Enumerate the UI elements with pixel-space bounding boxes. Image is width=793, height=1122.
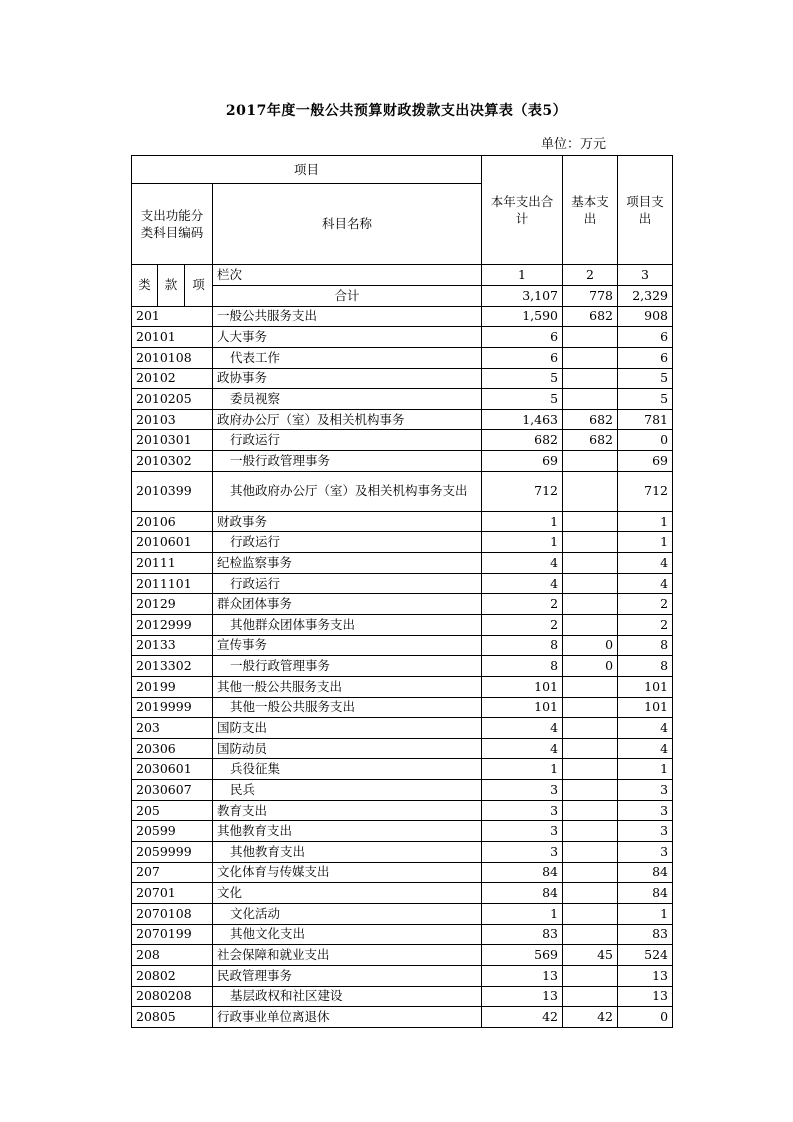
row-total: 101 [482,697,563,718]
row-project: 69 [618,451,673,472]
row-code: 2070108 [132,903,213,924]
header-xiang: 项 [185,265,213,307]
row-total: 69 [482,451,563,472]
row-name: 民政管理事务 [213,965,482,986]
row-total: 569 [482,945,563,966]
total-value: 3,107 [482,286,563,307]
table-row [132,553,673,574]
row-basic [563,676,618,697]
row-total: 8 [482,635,563,656]
row-name: 教育支出 [213,800,482,821]
row-total: 2 [482,594,563,615]
row-project: 4 [618,573,673,594]
row-name: 其他一般公共服务支出 [213,697,482,718]
row-name: 基层政权和社区建设 [213,986,482,1007]
row-code: 2070199 [132,924,213,945]
row-project: 13 [618,965,673,986]
table-row [132,842,673,863]
row-basic [563,780,618,801]
row-code: 2010301 [132,430,213,451]
row-name: 政府办公厅（室）及相关机构事务 [213,409,482,430]
row-total: 84 [482,883,563,904]
row-basic [563,573,618,594]
row-project: 6 [618,347,673,368]
row-code: 20102 [132,368,213,389]
row-total: 8 [482,656,563,677]
row-total: 13 [482,965,563,986]
row-total: 2 [482,614,563,635]
row-name: 行政运行 [213,430,482,451]
row-project: 4 [618,718,673,739]
expenditure-table [131,155,673,1028]
table-row [132,1007,673,1028]
row-project: 83 [618,924,673,945]
row-total: 84 [482,862,563,883]
table-row [132,718,673,739]
row-project: 4 [618,738,673,759]
header-name: 科目名称 [213,184,482,265]
row-code: 201 [132,306,213,327]
row-project: 101 [618,697,673,718]
row-name: 兵役征集 [213,759,482,780]
row-total: 3 [482,842,563,863]
row-project: 781 [618,409,673,430]
row-code: 2030601 [132,759,213,780]
table-row [132,306,673,327]
row-basic [563,842,618,863]
table-row [132,511,673,532]
table-row [132,697,673,718]
row-total: 5 [482,389,563,410]
row-name: 人大事务 [213,327,482,348]
row-basic [563,614,618,635]
total-basic: 778 [563,286,618,307]
row-total: 712 [482,471,563,511]
row-code: 2059999 [132,842,213,863]
total-row [132,286,673,307]
table-row [132,883,673,904]
table-row [132,903,673,924]
row-name: 其他群众团体事务支出 [213,614,482,635]
table-row [132,676,673,697]
row-name: 代表工作 [213,347,482,368]
row-name: 文化 [213,883,482,904]
table-row [132,759,673,780]
row-code: 2011101 [132,573,213,594]
row-basic: 682 [563,409,618,430]
row-total: 5 [482,368,563,389]
table-row [132,347,673,368]
row-code: 2010302 [132,451,213,472]
header-row-lanci [132,265,673,286]
header-lei: 类 [132,265,158,307]
row-name: 文化活动 [213,903,482,924]
row-name: 一般公共服务支出 [213,306,482,327]
table-row [132,924,673,945]
row-name: 纪检监察事务 [213,553,482,574]
row-project: 1 [618,532,673,553]
header-project-col: 项目支出 [618,156,673,265]
row-code: 20106 [132,511,213,532]
row-project: 5 [618,389,673,410]
header-kuan: 款 [158,265,185,307]
row-project: 1 [618,759,673,780]
row-name: 社会保障和就业支出 [213,945,482,966]
row-code: 2013302 [132,656,213,677]
row-basic [563,903,618,924]
row-code: 20701 [132,883,213,904]
page-title: 2017年度一般公共预算财政拨款支出决算表（表5） [225,103,568,119]
row-project: 5 [618,368,673,389]
row-name: 行政运行 [213,573,482,594]
header-row-item [132,156,673,184]
lanci-2: 2 [563,265,618,286]
row-total: 1 [482,511,563,532]
table-row [132,389,673,410]
row-code: 207 [132,862,213,883]
row-code: 2012999 [132,614,213,635]
table-row [132,409,673,430]
header-item: 项目 [132,156,482,184]
row-code: 2080208 [132,986,213,1007]
row-basic: 0 [563,656,618,677]
row-basic: 682 [563,306,618,327]
lanci-3: 3 [618,265,673,286]
row-total: 4 [482,573,563,594]
row-code: 20129 [132,594,213,615]
row-code: 20101 [132,327,213,348]
row-name: 国防动员 [213,738,482,759]
row-total: 3 [482,780,563,801]
row-total: 682 [482,430,563,451]
table-row [132,327,673,348]
table-row [132,738,673,759]
table-row [132,635,673,656]
header-basic-col: 基本支出 [563,156,618,265]
row-project: 4 [618,553,673,574]
total-project: 2,329 [618,286,673,307]
header-total-col: 本年支出合计 [482,156,563,265]
table-row [132,862,673,883]
table-row [132,451,673,472]
row-code: 20111 [132,553,213,574]
row-basic [563,471,618,511]
table-row [132,800,673,821]
table-row [132,532,673,553]
row-project: 0 [618,430,673,451]
row-basic [563,697,618,718]
header-lanci: 栏次 [213,265,482,286]
row-total: 1 [482,532,563,553]
row-basic [563,800,618,821]
row-code: 203 [132,718,213,739]
row-project: 84 [618,862,673,883]
row-code: 20805 [132,1007,213,1028]
total-label: 合计 [213,286,482,307]
row-code: 20306 [132,738,213,759]
table-row [132,614,673,635]
row-project: 2 [618,594,673,615]
table-row [132,573,673,594]
row-project: 1 [618,511,673,532]
row-total: 1,590 [482,306,563,327]
row-total: 1,463 [482,409,563,430]
row-project: 6 [618,327,673,348]
row-basic [563,821,618,842]
row-name: 政协事务 [213,368,482,389]
row-project: 3 [618,780,673,801]
header-code-group: 支出功能分类科目编码 [132,184,213,265]
row-basic [563,718,618,739]
row-basic [563,368,618,389]
row-total: 1 [482,759,563,780]
row-name: 其他一般公共服务支出 [213,676,482,697]
row-total: 4 [482,553,563,574]
table-row [132,594,673,615]
row-basic [563,965,618,986]
row-basic [563,347,618,368]
row-code: 2019999 [132,697,213,718]
row-total: 3 [482,821,563,842]
row-basic: 682 [563,430,618,451]
row-name: 其他教育支出 [213,821,482,842]
row-basic [563,532,618,553]
row-total: 6 [482,327,563,348]
row-name: 一般行政管理事务 [213,451,482,472]
row-project: 2 [618,614,673,635]
row-project: 0 [618,1007,673,1028]
row-project: 8 [618,656,673,677]
row-total: 4 [482,738,563,759]
row-basic [563,327,618,348]
row-basic [563,759,618,780]
row-basic [563,594,618,615]
row-basic: 42 [563,1007,618,1028]
table-row [132,945,673,966]
row-code: 20599 [132,821,213,842]
row-name: 民兵 [213,780,482,801]
row-total: 4 [482,718,563,739]
row-project: 101 [618,676,673,697]
row-total: 1 [482,903,563,924]
row-name: 其他政府办公厅（室）及相关机构事务支出 [213,471,482,511]
row-project: 8 [618,635,673,656]
row-project: 1 [618,903,673,924]
table-row [132,656,673,677]
row-code: 2030607 [132,780,213,801]
table-row [132,821,673,842]
row-project: 908 [618,306,673,327]
table-row [132,430,673,451]
row-name: 群众团体事务 [213,594,482,615]
table-row [132,986,673,1007]
row-code: 20199 [132,676,213,697]
row-code: 208 [132,945,213,966]
row-basic [563,389,618,410]
row-basic [563,883,618,904]
row-total: 13 [482,986,563,1007]
row-code: 205 [132,800,213,821]
row-name: 行政事业单位离退休 [213,1007,482,1028]
table-row [132,368,673,389]
row-name: 财政事务 [213,511,482,532]
row-project: 524 [618,945,673,966]
table-row [132,965,673,986]
row-total: 42 [482,1007,563,1028]
row-basic [563,738,618,759]
row-name: 其他教育支出 [213,842,482,863]
row-name: 文化体育与传媒支出 [213,862,482,883]
row-code: 2010108 [132,347,213,368]
row-name: 其他文化支出 [213,924,482,945]
row-basic [563,451,618,472]
row-basic [563,511,618,532]
row-code: 2010601 [132,532,213,553]
row-name: 宣传事务 [213,635,482,656]
row-name: 国防支出 [213,718,482,739]
row-basic: 0 [563,635,618,656]
row-basic [563,924,618,945]
row-project: 13 [618,986,673,1007]
row-project: 3 [618,842,673,863]
row-code: 20103 [132,409,213,430]
row-total: 83 [482,924,563,945]
lanci-1: 1 [482,265,563,286]
row-code: 2010205 [132,389,213,410]
row-basic [563,553,618,574]
row-basic [563,986,618,1007]
unit-label: 单位：万元 [541,137,607,152]
row-code: 20133 [132,635,213,656]
row-code: 2010399 [132,471,213,511]
row-basic [563,862,618,883]
row-basic: 45 [563,945,618,966]
row-project: 84 [618,883,673,904]
table-row [132,471,673,511]
row-total: 6 [482,347,563,368]
row-code: 20802 [132,965,213,986]
row-project: 3 [618,800,673,821]
row-project: 712 [618,471,673,511]
row-name: 委员视察 [213,389,482,410]
row-total: 101 [482,676,563,697]
row-name: 行政运行 [213,532,482,553]
table-row [132,780,673,801]
row-name: 一般行政管理事务 [213,656,482,677]
row-total: 3 [482,800,563,821]
row-project: 3 [618,821,673,842]
